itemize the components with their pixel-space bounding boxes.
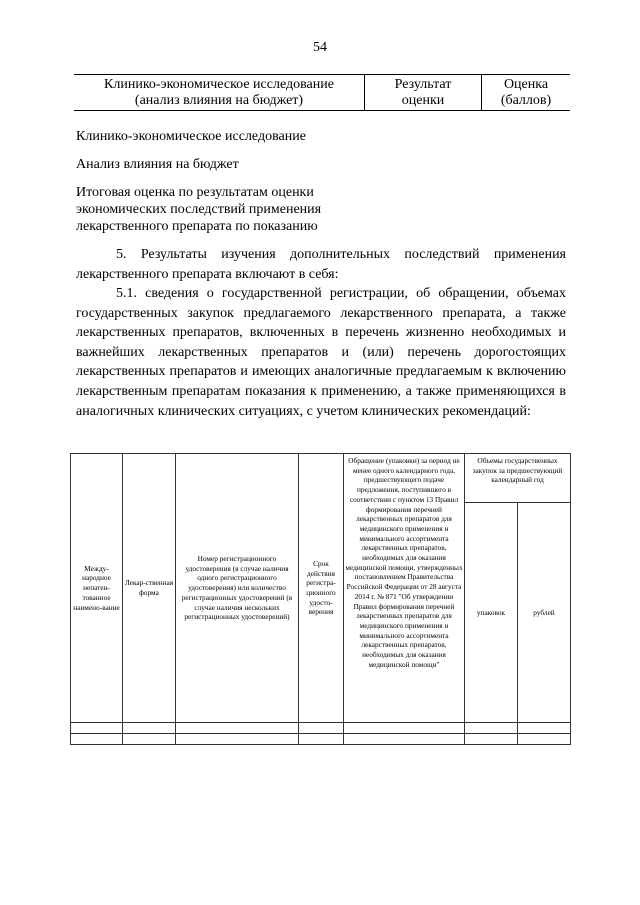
header-study-line-1: Клинико-экономическое исследование	[104, 77, 334, 92]
table-cell	[299, 723, 344, 734]
col-header-procurement-volumes: Объемы государственных закупок за предшествующий календарный год	[465, 454, 571, 503]
header-result-cell	[365, 75, 482, 111]
criterion-item: Клинико-экономическое исследование	[76, 129, 306, 144]
table-cell	[465, 734, 518, 745]
col-header-rubles: рублей	[518, 503, 571, 723]
table-cell	[344, 723, 465, 734]
col-header-circulation: Обращение (упаковки) за период не менее одного календарного года, предшествующего подаче предложения, поступившего в соответствии с пунктом 13 Правил формирования перечней лекарственных препаратов для медицинского применения и минимального ассортимента лекарственных препаратов, необходимых для оказания медицинской помощи, утвержденных постановлением Правительства Российской Федерации от 28 августа 2014 г. № 871 "Об утверждении Правил формирования перечней лекарственных препаратов для медицинского применения и минимального ассортимента лекарственных препаратов, необходимых для оказания медицинской помощи"	[344, 454, 465, 723]
table-cell	[518, 723, 571, 734]
col-header-registration-validity: Срок действия регистра-ционного удосто-верения	[299, 454, 344, 723]
table-cell	[344, 734, 465, 745]
header-result-line-2: оценки	[401, 93, 445, 108]
paragraph-5: 5. Результаты изучения дополнительных последствий применения лекарственного препарата включают в себя:	[76, 247, 566, 282]
table-cell	[176, 723, 299, 734]
table-cell	[518, 734, 571, 745]
col-header-registration-number: Номер регистрационного удостоверения (в случае наличия одного регистрационного удостоверения) или количество регистрационных удостоверений (в случае наличия нескольких регистрационных удостоверений)	[176, 454, 299, 723]
col-header-dosage-form: Лекар-ственная форма	[123, 454, 176, 723]
table-cell	[123, 734, 176, 745]
registry-table	[70, 453, 571, 745]
table-row	[71, 734, 571, 745]
header-score-cell	[482, 75, 571, 111]
table-row	[71, 723, 571, 734]
header-study-line-2: (анализ влияния на бюджет)	[134, 93, 304, 108]
header-score-line-2: (баллов)	[500, 93, 552, 108]
paragraph-5-1: 5.1. сведения о государственной регистрации, об обращении, объемах государственных закупок предлагаемого лекарственного препарата, а также лекарственных препаратов, включенных в перечень жизненно необходимых и важнейших лекарственных препаратов и (или) перечень дорогостоящих лекарственных препаратов и имеющих аналогичные предлагаемым к включению лекарственным препаратам показания к применению, а также применяющихся в аналогичных клинических ситуациях, с учетом клинических рекомендаций:	[76, 286, 566, 419]
page-number: 54	[313, 40, 327, 55]
col-header-packages: упаковок	[465, 503, 518, 723]
criterion-item: Итоговая оценка по результатам оценки экономических последствий применения лекарственного препарата по показанию	[76, 185, 322, 234]
table-cell	[465, 723, 518, 734]
criteria-list	[76, 128, 376, 246]
evaluation-header-table	[74, 74, 570, 111]
header-score-line-1: Оценка	[503, 77, 549, 92]
table-cell	[71, 734, 123, 745]
table-cell	[123, 723, 176, 734]
table-cell	[299, 734, 344, 745]
header-result-line-1: Результат	[394, 77, 452, 92]
criterion-item: Анализ влияния на бюджет	[76, 157, 239, 172]
header-study-cell	[74, 75, 365, 111]
col-header-inn: Между-народное непатен-тованное наимено-вание	[71, 454, 123, 723]
table-cell	[176, 734, 299, 745]
table-cell	[71, 723, 123, 734]
